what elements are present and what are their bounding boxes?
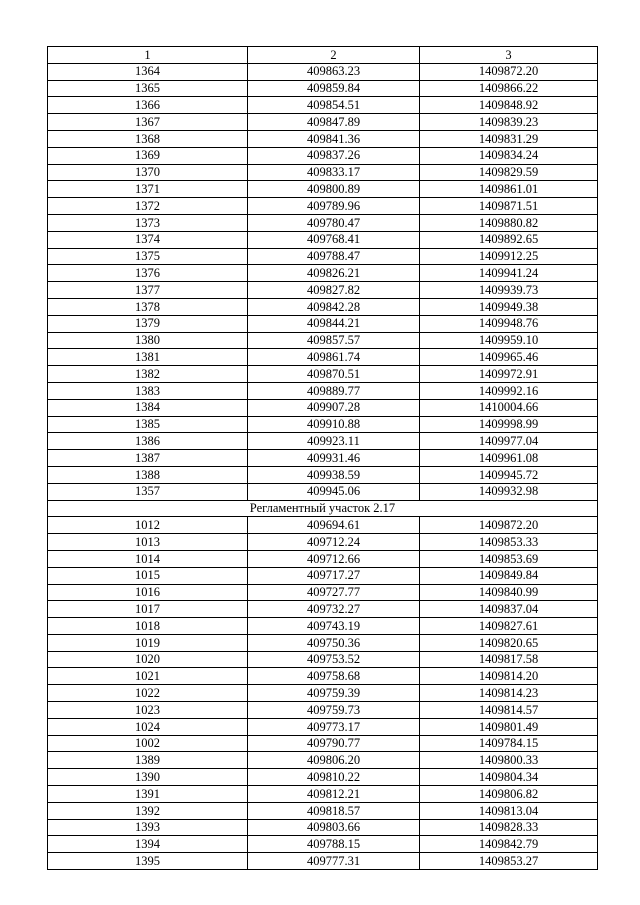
coordinate-x-cell: 409750.36: [248, 634, 420, 651]
coordinate-x-cell: 409857.57: [248, 332, 420, 349]
coordinate-x-cell: 409806.20: [248, 752, 420, 769]
table-row: [48, 399, 598, 416]
table-row: [48, 534, 598, 551]
coordinate-y-cell: 1409829.59: [420, 164, 598, 181]
table-row: [48, 147, 598, 164]
coordinate-x-cell: 409870.51: [248, 366, 420, 383]
point-number-cell: 1395: [48, 853, 248, 870]
point-number-cell: 1383: [48, 382, 248, 399]
point-number-cell: 1022: [48, 685, 248, 702]
point-number-cell: 1385: [48, 416, 248, 433]
coordinate-x-cell: 409945.06: [248, 483, 420, 500]
coordinate-x-cell: 409923.11: [248, 433, 420, 450]
table-row: [48, 836, 598, 853]
coordinate-y-cell: 1409992.16: [420, 382, 598, 399]
point-number-cell: 1381: [48, 349, 248, 366]
column-header-2: 2: [248, 47, 420, 64]
coordinate-x-cell: 409800.89: [248, 181, 420, 198]
coordinate-x-cell: 409889.77: [248, 382, 420, 399]
point-number-cell: 1390: [48, 769, 248, 786]
coordinate-y-cell: 1409941.24: [420, 265, 598, 282]
table-row: [48, 214, 598, 231]
coordinate-y-cell: 1409949.38: [420, 298, 598, 315]
table-row: [48, 618, 598, 635]
table-row: [48, 786, 598, 803]
table-row: [48, 819, 598, 836]
coordinate-y-cell: 1409813.04: [420, 802, 598, 819]
coordinate-x-cell: 409743.19: [248, 618, 420, 635]
coordinate-x-cell: 409780.47: [248, 214, 420, 231]
point-number-cell: 1021: [48, 668, 248, 685]
point-number-cell: 1384: [48, 399, 248, 416]
column-header-1: 1: [48, 47, 248, 64]
point-number-cell: 1379: [48, 315, 248, 332]
table-header: [48, 47, 598, 64]
point-number-cell: 1375: [48, 248, 248, 265]
table-row: [48, 601, 598, 618]
table-row: [48, 164, 598, 181]
table-row: [48, 382, 598, 399]
coordinate-x-cell: 409732.27: [248, 601, 420, 618]
coordinate-y-cell: 1409814.23: [420, 685, 598, 702]
coordinate-y-cell: 1409814.57: [420, 702, 598, 719]
coordinate-y-cell: 1409871.51: [420, 198, 598, 215]
table-row: [48, 181, 598, 198]
coordinate-y-cell: 1409804.34: [420, 769, 598, 786]
header-row: [48, 47, 598, 64]
coordinate-y-cell: 1409814.20: [420, 668, 598, 685]
point-number-cell: 1388: [48, 466, 248, 483]
table-row: [48, 315, 598, 332]
point-number-cell: 1002: [48, 735, 248, 752]
coordinate-x-cell: 409694.61: [248, 517, 420, 534]
coordinate-x-cell: 409826.21: [248, 265, 420, 282]
coordinate-y-cell: 1409820.65: [420, 634, 598, 651]
coordinate-x-cell: 409789.96: [248, 198, 420, 215]
table-row: [48, 752, 598, 769]
coordinate-y-cell: 1409839.23: [420, 114, 598, 131]
coordinate-y-cell: 1409939.73: [420, 282, 598, 299]
point-number-cell: 1364: [48, 63, 248, 80]
section-title-row: [48, 500, 598, 517]
coordinates-table: [47, 46, 598, 870]
table-row: [48, 702, 598, 719]
point-number-cell: 1389: [48, 752, 248, 769]
coordinate-x-cell: 409859.84: [248, 80, 420, 97]
table-row: [48, 282, 598, 299]
point-number-cell: 1373: [48, 214, 248, 231]
coordinate-y-cell: 1409806.82: [420, 786, 598, 803]
coordinate-y-cell: 1409837.04: [420, 601, 598, 618]
point-number-cell: 1017: [48, 601, 248, 618]
coordinate-y-cell: 1409800.33: [420, 752, 598, 769]
coordinate-y-cell: 1409853.69: [420, 550, 598, 567]
point-number-cell: 1014: [48, 550, 248, 567]
coordinate-x-cell: 409931.46: [248, 450, 420, 467]
point-number-cell: 1023: [48, 702, 248, 719]
table-row: [48, 584, 598, 601]
coordinate-x-cell: 409827.82: [248, 282, 420, 299]
coordinate-y-cell: 1409872.20: [420, 63, 598, 80]
coordinate-y-cell: 1409834.24: [420, 147, 598, 164]
point-number-cell: 1369: [48, 147, 248, 164]
point-number-cell: 1015: [48, 567, 248, 584]
point-number-cell: 1019: [48, 634, 248, 651]
table-row: [48, 466, 598, 483]
coordinate-y-cell: 1410004.66: [420, 399, 598, 416]
coordinate-y-cell: 1409948.76: [420, 315, 598, 332]
coordinate-y-cell: 1409932.98: [420, 483, 598, 500]
coordinate-x-cell: 409712.24: [248, 534, 420, 551]
point-number-cell: 1391: [48, 786, 248, 803]
table-row: [48, 517, 598, 534]
coordinate-x-cell: 409712.66: [248, 550, 420, 567]
coordinate-x-cell: 409788.47: [248, 248, 420, 265]
coordinate-x-cell: 409788.15: [248, 836, 420, 853]
coordinate-y-cell: 1409801.49: [420, 718, 598, 735]
coordinate-y-cell: 1409848.92: [420, 97, 598, 114]
coordinate-y-cell: 1409828.33: [420, 819, 598, 836]
coordinate-y-cell: 1409959.10: [420, 332, 598, 349]
coordinate-y-cell: 1409861.01: [420, 181, 598, 198]
point-number-cell: 1392: [48, 802, 248, 819]
coordinate-y-cell: 1409872.20: [420, 517, 598, 534]
table-row: [48, 97, 598, 114]
table-row: [48, 298, 598, 315]
coordinate-y-cell: 1409853.27: [420, 853, 598, 870]
coordinate-y-cell: 1409853.33: [420, 534, 598, 551]
point-number-cell: 1378: [48, 298, 248, 315]
table-row: [48, 130, 598, 147]
point-number-cell: 1018: [48, 618, 248, 635]
point-number-cell: 1365: [48, 80, 248, 97]
coordinate-y-cell: 1409977.04: [420, 433, 598, 450]
table-row: [48, 248, 598, 265]
coordinate-x-cell: 409803.66: [248, 819, 420, 836]
table-row: [48, 668, 598, 685]
table-row: [48, 567, 598, 584]
table-row: [48, 80, 598, 97]
coordinate-y-cell: 1409840.99: [420, 584, 598, 601]
point-number-cell: 1016: [48, 584, 248, 601]
coordinate-x-cell: 409777.31: [248, 853, 420, 870]
coordinate-x-cell: 409810.22: [248, 769, 420, 786]
coordinate-y-cell: 1409827.61: [420, 618, 598, 635]
coordinate-x-cell: 409854.51: [248, 97, 420, 114]
coordinate-x-cell: 409907.28: [248, 399, 420, 416]
point-number-cell: 1386: [48, 433, 248, 450]
point-number-cell: 1387: [48, 450, 248, 467]
coordinate-x-cell: 409842.28: [248, 298, 420, 315]
coordinate-y-cell: 1409912.25: [420, 248, 598, 265]
table-row: [48, 802, 598, 819]
table-row: [48, 416, 598, 433]
table-row: [48, 483, 598, 500]
coordinate-x-cell: 409758.68: [248, 668, 420, 685]
table-row: [48, 332, 598, 349]
coordinate-x-cell: 409812.21: [248, 786, 420, 803]
table-row: [48, 735, 598, 752]
column-header-3: 3: [420, 47, 598, 64]
table-row: [48, 651, 598, 668]
coordinate-x-cell: 409818.57: [248, 802, 420, 819]
coordinate-x-cell: 409833.17: [248, 164, 420, 181]
table-row: [48, 366, 598, 383]
coordinate-x-cell: 409861.74: [248, 349, 420, 366]
point-number-cell: 1380: [48, 332, 248, 349]
coordinate-x-cell: 409759.39: [248, 685, 420, 702]
table-body: [48, 63, 598, 869]
coordinate-y-cell: 1409965.46: [420, 349, 598, 366]
coordinate-x-cell: 409844.21: [248, 315, 420, 332]
coordinate-y-cell: 1409998.99: [420, 416, 598, 433]
coordinate-x-cell: 409773.17: [248, 718, 420, 735]
coordinate-y-cell: 1409849.84: [420, 567, 598, 584]
point-number-cell: 1393: [48, 819, 248, 836]
coordinate-x-cell: 409727.77: [248, 584, 420, 601]
coordinate-y-cell: 1409945.72: [420, 466, 598, 483]
coordinate-y-cell: 1409880.82: [420, 214, 598, 231]
point-number-cell: 1368: [48, 130, 248, 147]
coordinate-x-cell: 409910.88: [248, 416, 420, 433]
point-number-cell: 1372: [48, 198, 248, 215]
coordinate-x-cell: 409790.77: [248, 735, 420, 752]
coordinate-x-cell: 409863.23: [248, 63, 420, 80]
point-number-cell: 1012: [48, 517, 248, 534]
table-row: [48, 550, 598, 567]
table-row: [48, 433, 598, 450]
table-row: [48, 198, 598, 215]
coordinate-x-cell: 409753.52: [248, 651, 420, 668]
coordinate-x-cell: 409847.89: [248, 114, 420, 131]
table-row: [48, 769, 598, 786]
point-number-cell: 1357: [48, 483, 248, 500]
coordinate-y-cell: 1409892.65: [420, 231, 598, 248]
point-number-cell: 1013: [48, 534, 248, 551]
point-number-cell: 1370: [48, 164, 248, 181]
point-number-cell: 1020: [48, 651, 248, 668]
coordinate-x-cell: 409837.26: [248, 147, 420, 164]
coordinate-x-cell: 409759.73: [248, 702, 420, 719]
coordinate-y-cell: 1409961.08: [420, 450, 598, 467]
point-number-cell: 1367: [48, 114, 248, 131]
point-number-cell: 1394: [48, 836, 248, 853]
coordinate-y-cell: 1409866.22: [420, 80, 598, 97]
coordinate-y-cell: 1409817.58: [420, 651, 598, 668]
point-number-cell: 1024: [48, 718, 248, 735]
table-row: [48, 114, 598, 131]
coordinate-x-cell: 409717.27: [248, 567, 420, 584]
table-row: [48, 63, 598, 80]
coordinate-y-cell: 1409831.29: [420, 130, 598, 147]
point-number-cell: 1377: [48, 282, 248, 299]
coordinate-x-cell: 409768.41: [248, 231, 420, 248]
table-row: [48, 718, 598, 735]
point-number-cell: 1382: [48, 366, 248, 383]
table-row: [48, 685, 598, 702]
section-title: Регламентный участок 2.17: [48, 500, 598, 517]
coordinate-x-cell: 409938.59: [248, 466, 420, 483]
point-number-cell: 1371: [48, 181, 248, 198]
table-row: [48, 853, 598, 870]
table-row: [48, 450, 598, 467]
table-row: [48, 634, 598, 651]
coordinate-y-cell: 1409972.91: [420, 366, 598, 383]
point-number-cell: 1374: [48, 231, 248, 248]
table-row: [48, 231, 598, 248]
point-number-cell: 1366: [48, 97, 248, 114]
table-row: [48, 349, 598, 366]
coordinate-y-cell: 1409784.15: [420, 735, 598, 752]
coordinate-x-cell: 409841.36: [248, 130, 420, 147]
table-row: [48, 265, 598, 282]
coordinate-y-cell: 1409842.79: [420, 836, 598, 853]
point-number-cell: 1376: [48, 265, 248, 282]
